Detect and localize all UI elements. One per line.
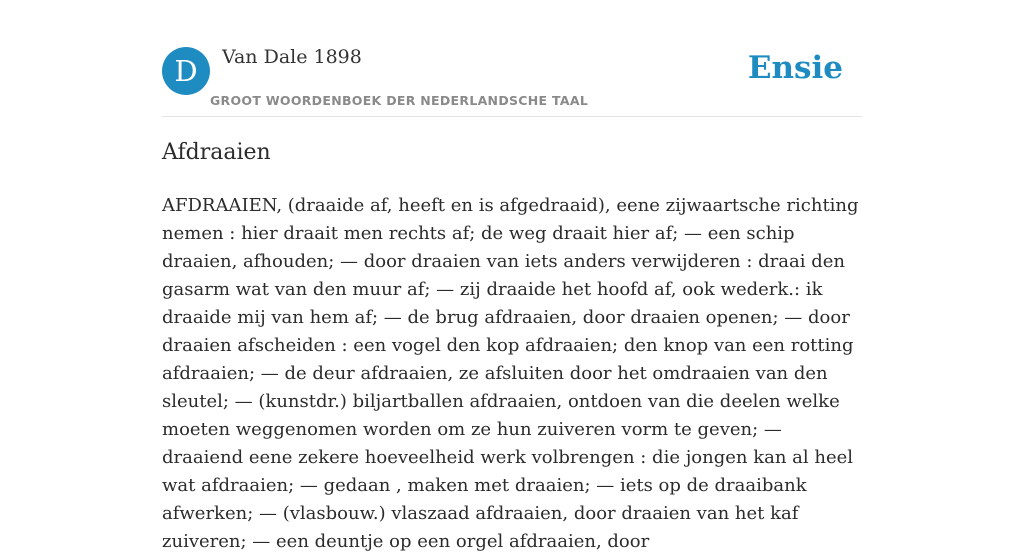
- header: [162, 0, 862, 117]
- source-subtitle: GROOT WOORDENBOEK DER NEDERLANDSCHE TAAL: [210, 93, 589, 108]
- entry-definition: AFDRAAIEN, (draaide af, heeft en is afgedraaid), eene zijwaartsche richting nemen : hier draait men rechts af; de weg draait hier af; — een schip draaien, afhouden; — door draaien van iets anders verwijderen : draai den gasarm wat van den muur af; — zij draaide het hoofd af, ook wederk.: ik draaide mij van hem af; — de brug afdraaien, door draaien openen; — door draaien afscheiden : een vogel den kop afdraaien; den knop van een rotting afdraaien; — de deur afdraaien, ze afsluiten door het omdraaien van den sleutel; — (kunstdr.) biljartballen afdraaien, ontdoen van die deelen welke moeten weggenomen worden om ze hun zuiveren vorm te geven; — draaiend eene zekere hoeveelheid werk volbrengen : die jongen kan al heel wat afdraaien; — gedaan , maken met draaien; — iets op de draaibank afwerken; — (vlasbouw.) vlaszaad afdraaien, door draaien van het kaf zuiveren; — een deuntje op een orgel afdraaien, door: [162, 195, 859, 552]
- page: [162, 0, 862, 552]
- source-title[interactable]: Van Dale 1898: [222, 46, 362, 68]
- brand-logo[interactable]: Ensie: [747, 50, 843, 86]
- entry-headword: Afdraaien: [162, 140, 271, 165]
- source-avatar[interactable]: D: [162, 47, 210, 95]
